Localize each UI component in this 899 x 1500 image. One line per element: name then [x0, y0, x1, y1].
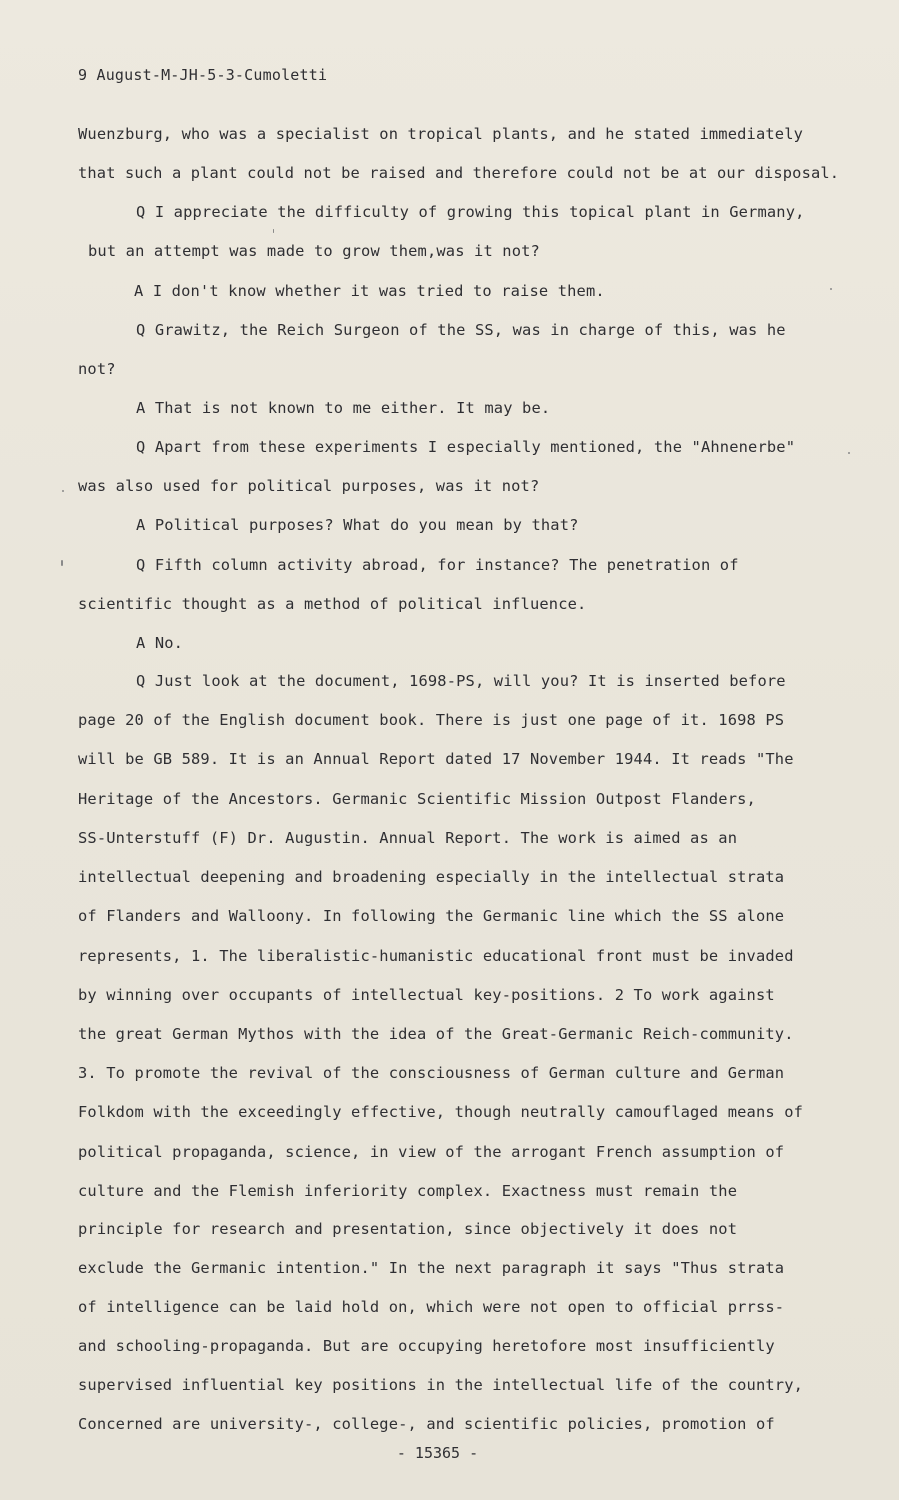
text-line: page 20 of the English document book. There is just one page of it. 1698 PS	[78, 711, 785, 729]
page-number-text: - 15365 -	[396, 1444, 479, 1462]
text-line: A Political purposes? What do you mean by that?	[136, 516, 579, 534]
text-line: and schooling-propaganda. But are occupying heretofore most insufficiently	[78, 1337, 775, 1355]
text-line: was also used for political purposes, was it not?	[78, 477, 540, 495]
text-line: scientific thought as a method of political influence.	[78, 595, 587, 613]
text-line: intellectual deepening and broadening especially in the intellectual strata	[78, 868, 785, 886]
text-line: principle for research and presentation, since objectively it does not	[78, 1220, 738, 1238]
text-line: Folkdom with the exceedingly effective, though neutrally camouflaged means of	[78, 1103, 804, 1121]
text-line: but an attempt was made to grow them,was it not?	[88, 242, 540, 260]
text-line: Q I appreciate the difficulty of growing this topical plant in Germany,	[136, 203, 805, 221]
text-line: exclude the Germanic intention." In the next paragraph it says "Thus strata	[78, 1259, 785, 1277]
text-line: Wuenzburg, who was a specialist on tropical plants, and he stated immediately	[78, 125, 804, 143]
text-line: that such a plant could not be raised and therefore could not be at our disposal.	[78, 164, 840, 182]
text-line: Q Fifth column activity abroad, for instance? The penetration of	[136, 556, 739, 574]
paper-speck	[273, 229, 274, 233]
text-line: Q Just look at the document, 1698-PS, will you? It is inserted before	[136, 672, 786, 690]
text-line: the great German Mythos with the idea of the Great-Germanic Reich-community.	[78, 1025, 794, 1043]
page-number	[0, 1444, 899, 1462]
text-line: Q Grawitz, the Reich Surgeon of the SS, was in charge of this, was he	[136, 321, 786, 339]
paper-speck	[848, 452, 850, 454]
text-line: of Flanders and Walloony. In following the Germanic line which the SS alone	[78, 907, 785, 925]
text-line: 3. To promote the revival of the consciousness of German culture and German	[78, 1064, 785, 1082]
text-line: represents, 1. The liberalistic-humanistic educational front must be invaded	[78, 947, 794, 965]
paper-speck	[61, 560, 63, 566]
text-line: A I don't know whether it was tried to raise them.	[134, 282, 605, 300]
text-line: Concerned are university-, college-, and scientific policies, promotion of	[78, 1415, 775, 1433]
text-line: Q Apart from these experiments I especially mentioned, the "Ahnenerbe"	[136, 438, 796, 456]
page-header-reference: 9 August-M-JH-5-3-Cumoletti	[78, 66, 328, 84]
text-line: political propaganda, science, in view of the arrogant French assumption of	[78, 1143, 785, 1161]
text-line: SS-Unterstuff (F) Dr. Augustin. Annual Report. The work is aimed as an	[78, 829, 738, 847]
paper-speck	[830, 288, 832, 290]
text-line: culture and the Flemish inferiority complex. Exactness must remain the	[78, 1182, 738, 1200]
text-line: of intelligence can be laid hold on, which were not open to official prrss-	[78, 1298, 785, 1316]
text-line: not?	[78, 360, 116, 378]
text-line: will be GB 589. It is an Annual Report dated 17 November 1944. It reads "The	[78, 750, 794, 768]
text-line: A No.	[136, 634, 184, 652]
text-line: by winning over occupants of intellectual key-positions. 2 To work against	[78, 986, 775, 1004]
paper-speck	[62, 490, 64, 492]
text-line: A That is not known to me either. It may be.	[136, 399, 551, 417]
text-line: Heritage of the Ancestors. Germanic Scientific Mission Outpost Flanders,	[78, 790, 756, 808]
text-line: supervised influential key positions in the intellectual life of the country,	[78, 1376, 804, 1394]
